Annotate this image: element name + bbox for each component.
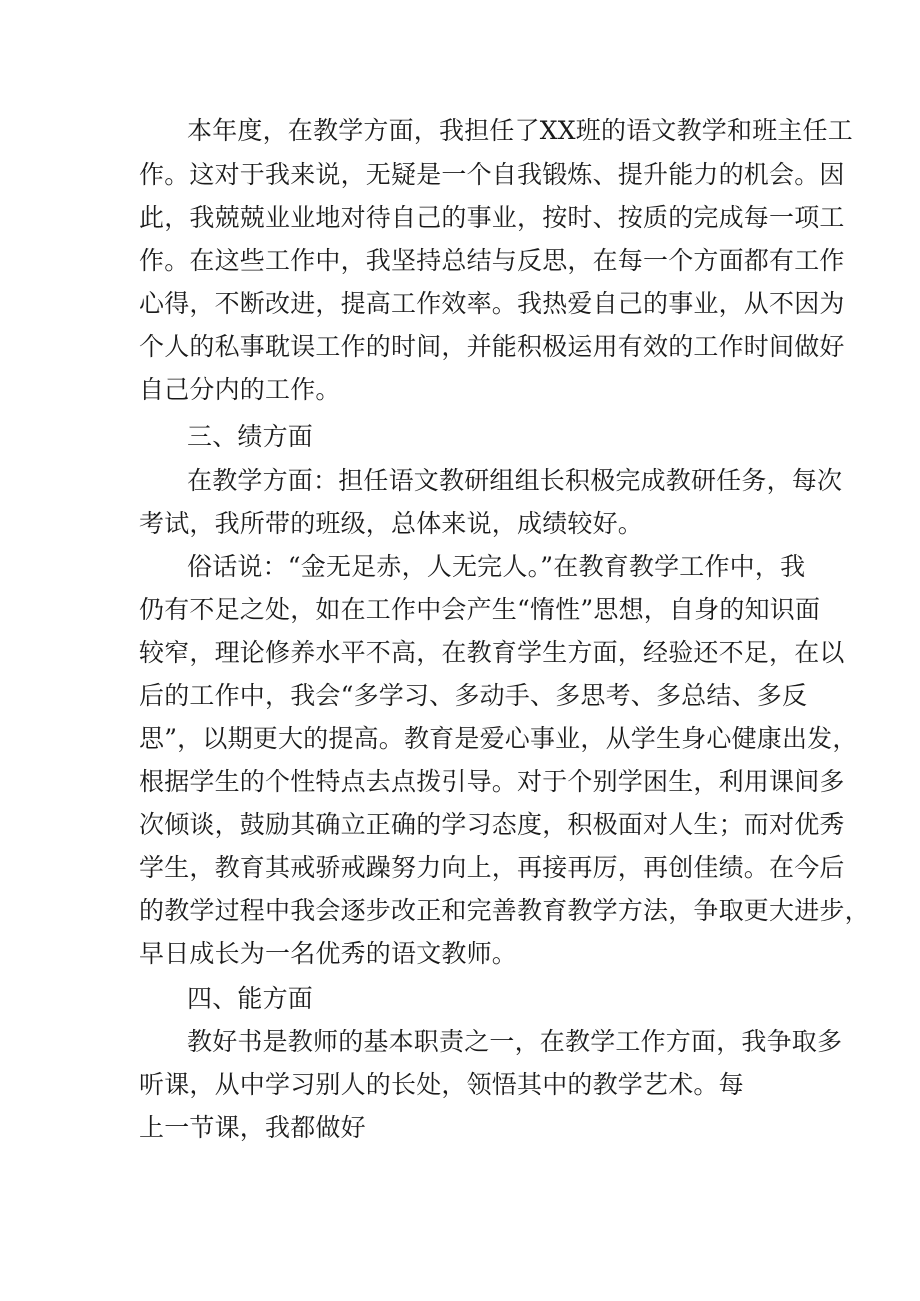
paragraph-line: 学生，教育其戒骄戒躁努力向上，再接再厉，再创佳绩。在今后	[139, 853, 845, 882]
paragraph-line: 仍有不足之处，如在工作中会产生“惰性”思想，自身的知识面	[139, 595, 821, 624]
paragraph-line: 在教学方面：担任语文教研组组长积极完成教研任务，每次	[187, 466, 843, 495]
section-heading: 三、绩方面	[187, 422, 314, 451]
paragraph-line: 思”，以期更大的提高。教育是爱心事业，从学生身心健康出发，	[139, 724, 858, 753]
section-heading: 四、能方面	[187, 984, 314, 1013]
paragraph-line: 教好书是教师的基本职责之一，在教学工作方面，我争取多	[187, 1027, 843, 1056]
paragraph-line: 俗话说：“金无足赤，人无完人。”在教育教学工作中，我	[187, 552, 806, 581]
paragraph-line: 上一节课，我都做好	[139, 1113, 366, 1142]
paragraph-line: 考试，我所带的班级，总体来说，成绩较好。	[139, 509, 644, 538]
paragraph-line: 后的工作中，我会“多学习、多动手、多思考、多总结、多反	[139, 681, 808, 710]
paragraph-line: 个人的私事耽误工作的时间，并能积极运用有效的工作时间做好	[139, 332, 845, 361]
paragraph-line: 较窄，理论修养水平不高，在教育学生方面，经验还不足，在以	[139, 638, 845, 667]
paragraph-line: 心得，不断改进，提高工作效率。我热爱自己的事业，从不因为	[139, 289, 845, 318]
paragraph-line: 的教学过程中我会逐步改正和完善教育教学方法，争取更大进步，	[139, 896, 870, 925]
paragraph-line: 作。在这些工作中，我坚持总结与反思，在每一个方面都有工作	[139, 246, 845, 275]
paragraph-line: 早日成长为一名优秀的语文教师。	[139, 939, 518, 968]
paragraph-line: 根据学生的个性特点去点拨引导。对于个别学困生，利用课间多	[139, 767, 845, 796]
paragraph-line: 听课，从中学习别人的长处，领悟其中的教学艺术。每	[139, 1070, 744, 1099]
paragraph-line: 自己分内的工作。	[139, 375, 341, 404]
paragraph-line: 本年度，在教学方面，我担任了XX班的语文教学和班主任工	[187, 116, 853, 145]
paragraph-line: 此，我兢兢业业地对待自己的事业，按时、按质的完成每一项工	[139, 203, 845, 232]
paragraph-line: 作。这对于我来说，无疑是一个自我锻炼、提升能力的机会。因	[139, 160, 845, 189]
paragraph-line: 次倾谈，鼓励其确立正确的学习态度，积极面对人生；而对优秀	[139, 810, 845, 839]
